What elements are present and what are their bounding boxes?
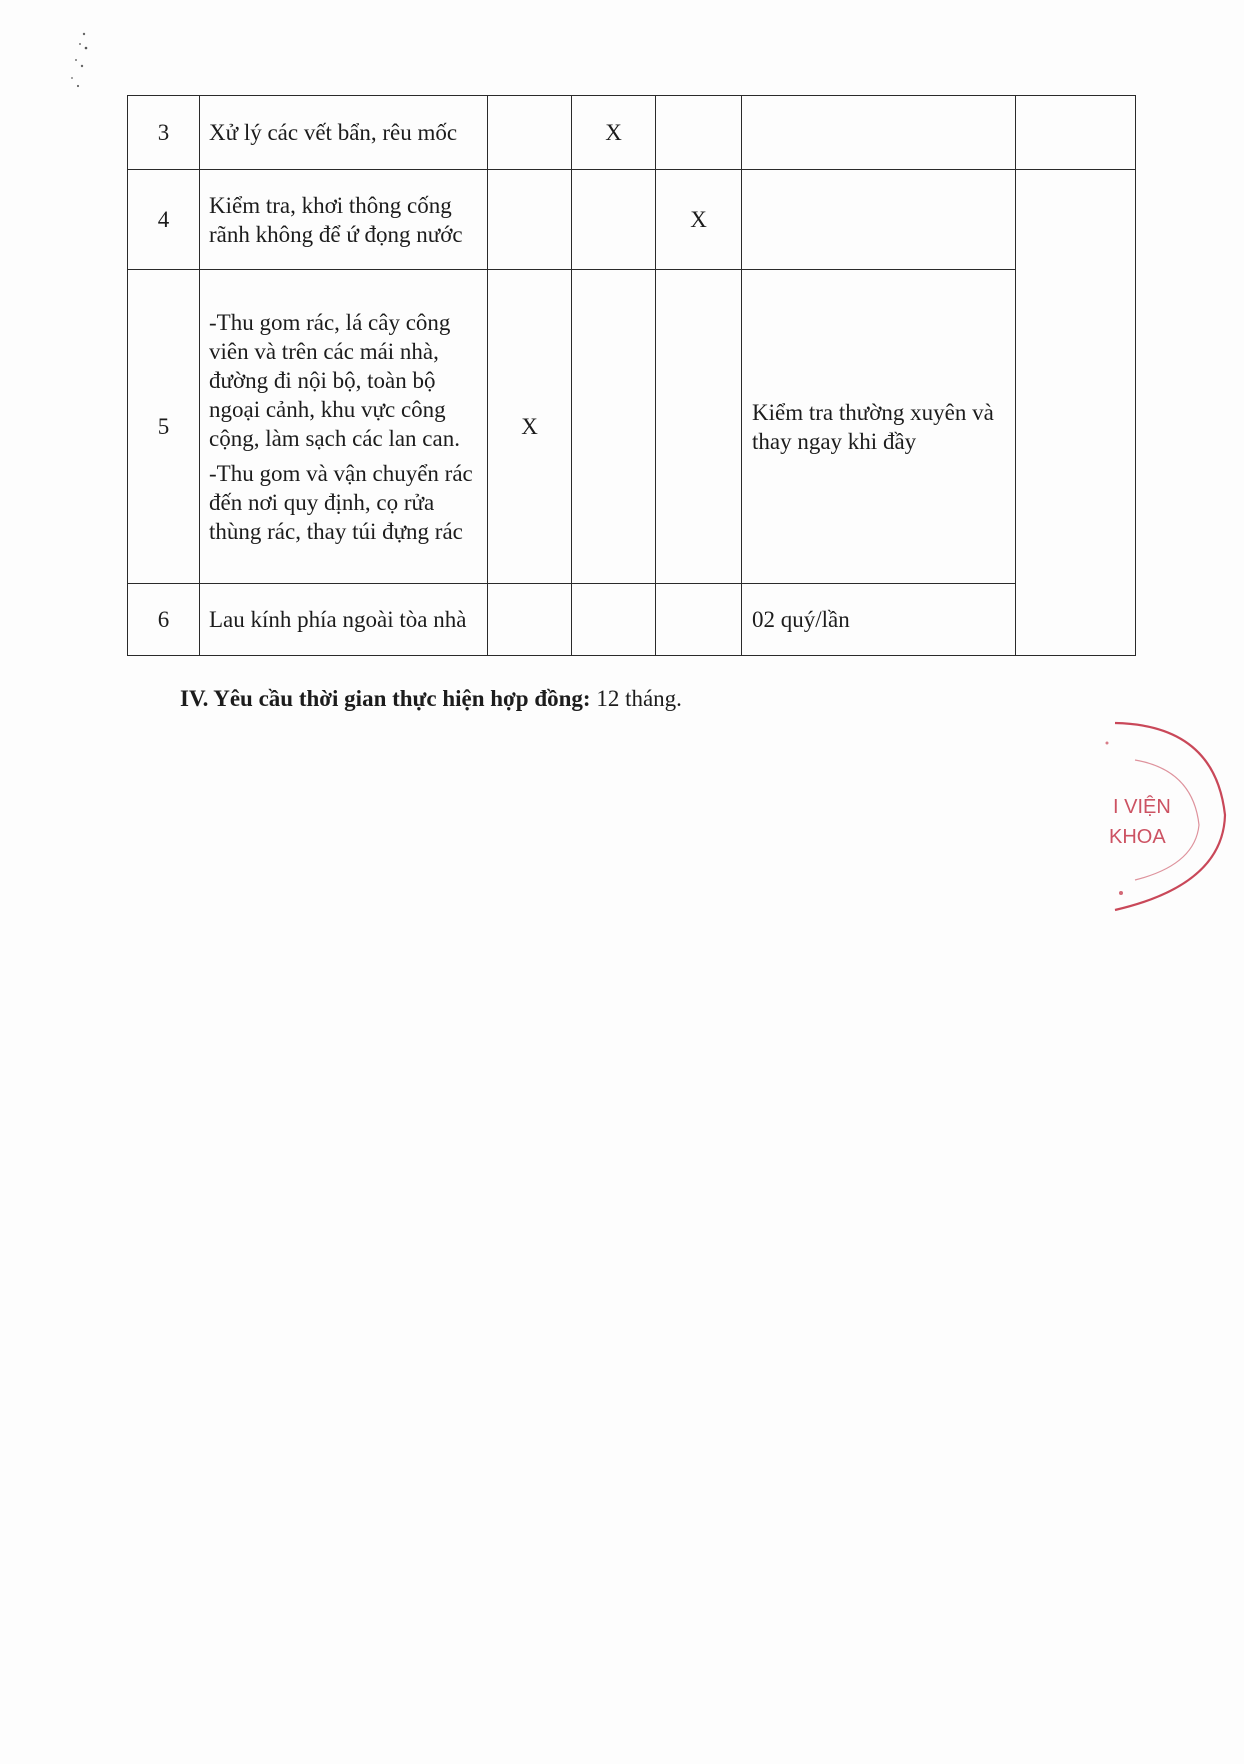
row-number: 4 <box>128 170 200 270</box>
task-cell <box>200 584 488 656</box>
stamp-line-1: I VIỆN <box>1113 796 1171 818</box>
frequency-mark-b <box>572 270 656 584</box>
task-cell <box>200 170 488 270</box>
frequency-mark-c: X <box>656 170 742 270</box>
table-row <box>128 584 1136 656</box>
frequency-mark-a: X <box>488 270 572 584</box>
task-text: Xử lý các vết bẩn, rêu mốc <box>209 120 458 145</box>
blank-cell <box>1016 96 1136 170</box>
table-row <box>128 170 1136 270</box>
frequency-mark-a <box>488 584 572 656</box>
note-cell <box>742 96 1016 170</box>
frequency-mark-b <box>572 584 656 656</box>
row-number: 6 <box>128 584 200 656</box>
task-text: Lau kính phía ngoài tòa nhà <box>209 607 467 632</box>
row-number: 3 <box>128 96 200 170</box>
frequency-mark-b: X <box>572 96 656 170</box>
contract-duration-requirement <box>180 683 682 715</box>
frequency-mark-a <box>488 96 572 170</box>
frequency-mark-c <box>656 584 742 656</box>
task-text: Kiểm tra, khơi thông cống rãnh không để ứ đọng nước <box>209 192 463 247</box>
scan-specks <box>62 26 102 106</box>
frequency-mark-c <box>656 270 742 584</box>
frequency-mark-c <box>656 96 742 170</box>
table-row <box>128 96 1136 170</box>
frequency-mark-a <box>488 170 572 270</box>
work-table <box>127 95 1136 656</box>
note-cell <box>742 170 1016 270</box>
stamp-line-2: KHOA <box>1109 826 1166 848</box>
task-text: -Thu gom rác, lá cây công viên và trên các mái nhà, đường đi nội bộ, toàn bộ ngoại cảnh, khu vực công cộng, làm sạch các lan can. <box>209 309 460 451</box>
task-text: -Thu gom và vận chuyển rác đến nơi quy định, cọ rửa thùng rác, thay túi đựng rác <box>209 460 473 544</box>
task-cell <box>200 270 488 584</box>
task-cell <box>200 96 488 170</box>
requirement-label: IV. Yêu cầu thời gian thực hiện hợp đồng: <box>180 686 591 711</box>
frequency-mark-b <box>572 170 656 270</box>
requirement-value: 12 tháng. <box>590 686 682 711</box>
blank-merged-cell <box>1016 170 1136 656</box>
row-number: 5 <box>128 270 200 584</box>
official-seal-stamp <box>1095 715 1235 915</box>
note-cell: Kiểm tra thường xuyên và thay ngay khi đầy <box>742 270 1016 584</box>
note-cell: 02 quý/lần <box>742 584 1016 656</box>
table-row <box>128 270 1136 584</box>
